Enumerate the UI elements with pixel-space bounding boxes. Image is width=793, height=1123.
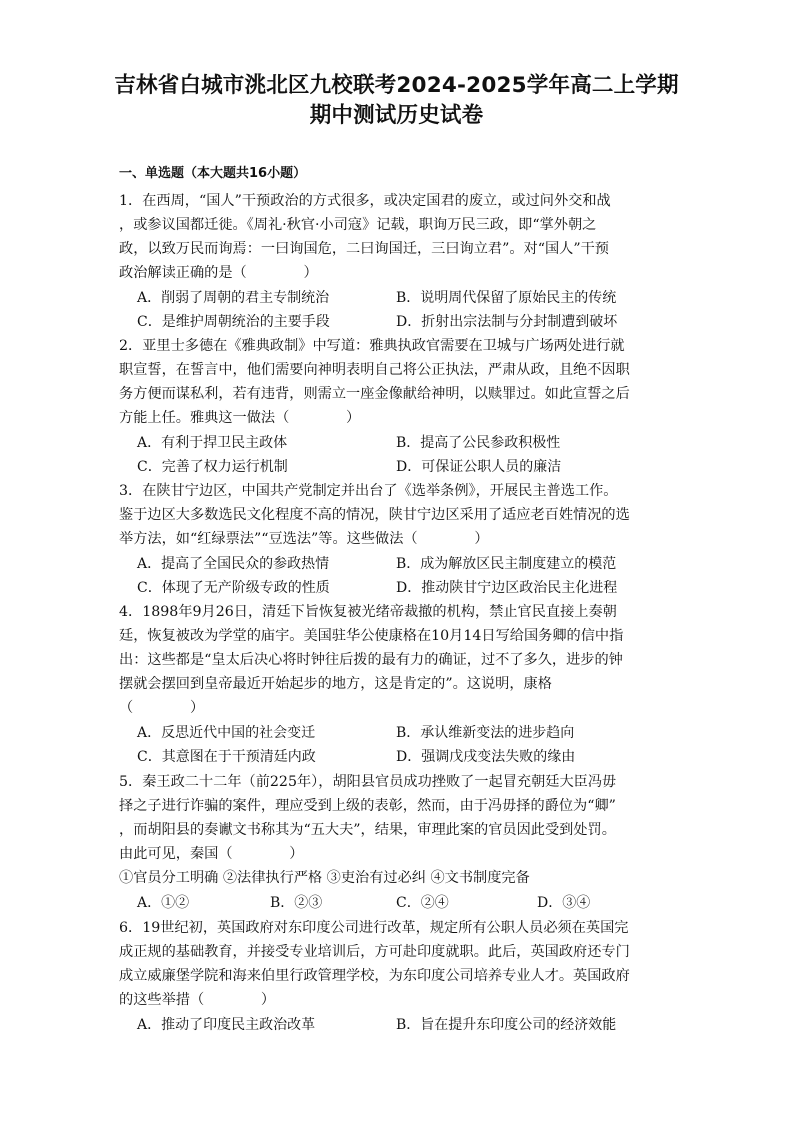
option-c[interactable]: C．②④ [396, 895, 449, 911]
question-text-line: ，而胡阳县的奏谳文书称其为“五大夫”，结果，审理此案的官员因此受到处罚。 [119, 822, 616, 838]
option-a[interactable]: A．提高了全国民众的参政热情 [137, 556, 330, 572]
question-text-line: 方能上任。雅典这一做法（ ） [119, 410, 361, 426]
option-a[interactable]: A．反思近代中国的社会变迁 [137, 725, 316, 741]
question-text-line: 2．亚里士多德在《雅典政制》中写道：雅典执政官需要在卫城与广场两处进行就 [119, 338, 625, 354]
question-text-line: 鉴于边区大多数选民文化程度不高的情况，陕甘宁边区采用了适应老百姓情况的选 [119, 507, 630, 523]
section-heading: 一、单选题（本大题共16小题） [119, 166, 307, 181]
option-a[interactable]: A．有利于捍卫民主政体 [137, 435, 288, 451]
exam-title-line-2: 期中测试历史试卷 [309, 103, 484, 128]
exam-title-line-1: 吉林省白城市洮北区九校联考2024-2025学年高二上学期 [114, 73, 679, 98]
option-c[interactable]: C．完善了权力运行机制 [137, 459, 288, 475]
question-text-line: 的这些举措（ ） [119, 992, 276, 1008]
option-d[interactable]: D．③④ [537, 895, 591, 911]
option-a[interactable]: A．削弱了周朝的君主专制统治 [137, 290, 330, 306]
option-c[interactable]: C．其意图在于干预清廷内政 [137, 749, 316, 765]
option-b[interactable]: B．说明周代保留了原始民主的传统 [396, 290, 617, 306]
option-a[interactable]: A．①② [137, 895, 190, 911]
question-text-line: ，或参议国都迁徙。《周礼·秋官·小司寇》记载，职询万民三政，即“掌外朝之 [119, 217, 597, 233]
option-b[interactable]: B．承认维新变法的进步趋向 [396, 725, 575, 741]
option-d[interactable]: D．推动陕甘宁边区政治民主化进程 [396, 580, 618, 596]
question-text-line: 1．在西周，“国人”干预政治的方式很多，或决定国君的废立，或过问外交和战 [119, 193, 611, 209]
question-text-line: 由此可见，秦国（ ） [119, 846, 304, 862]
option-b[interactable]: B．成为解放区民主制度建立的模范 [396, 556, 617, 572]
option-c[interactable]: C．是维护周朝统治的主要手段 [137, 314, 330, 330]
statement-list: ①官员分工明确 ②法律执行严格 ③吏治有过必纠 ④文书制度完备 [119, 870, 530, 886]
option-b[interactable]: B．旨在提升东印度公司的经济效能 [396, 1017, 617, 1033]
question-text-line: 政治解读正确的是（ ） [119, 265, 318, 281]
option-b[interactable]: B．提高了公民参政积极性 [396, 435, 561, 451]
option-d[interactable]: D．折射出宗法制与分封制遭到破坏 [396, 314, 618, 330]
question-text-line: 择之子进行诈骗的案件，理应受到上级的表彰，然而，由于冯毋择的爵位为“卿” [119, 798, 616, 814]
question-text-line: （ ） [119, 700, 205, 716]
question-text-line: 成正规的基础教育，并接受专业培训后，方可赴印度就职。此后，英国政府还专门 [119, 944, 630, 960]
option-d[interactable]: D．强调戊戌变法失败的缘由 [396, 749, 576, 765]
question-text-line: 成立威廉堡学院和海来伯里行政管理学校，为东印度公司培养专业人才。英国政府 [119, 968, 630, 984]
question-text-line: 务方便而谋私利，若有违背，则需立一座金像献给神明，以赎罪过。如此宣誓之后 [119, 386, 630, 402]
question-text-line: 出：这些都是“皇太后决心将时钟往后拨的最有力的确证，过不了多久，进步的钟 [119, 652, 623, 668]
question-text-line: 举方法，如“红绿票法”“豆选法”等。这些做法（ ） [119, 531, 489, 547]
question-text-line: 3．在陕甘宁边区，中国共产党制定并出台了《选举条例》，开展民主普选工作。 [119, 483, 618, 499]
question-text-line: 摆就会摆回到皇帝最近开始起步的地方，这是肯定的”。这说明，康格 [119, 676, 552, 692]
question-text-line: 职宣誓，在誓言中，他们需要向神明表明自己将公正执法，严肃从政，且绝不因职 [119, 362, 630, 378]
option-a[interactable]: A．推动了印度民主政治改革 [137, 1017, 316, 1033]
question-text-line: 5．秦王政二十二年（前225年），胡阳县官员成功挫败了一起冒充朝廷大臣冯毋 [119, 774, 617, 790]
question-text-line: 廷，恢复被改为学堂的庙宇。美国驻华公使康格在10月14日写给国务卿的信中指 [119, 628, 624, 644]
option-b[interactable]: B．②③ [270, 895, 323, 911]
question-text-line: 政，以致万民而询焉：一曰询国危，二曰询国迁，三曰询立君”。对“国人”干预 [119, 241, 609, 257]
option-d[interactable]: D．可保证公职人员的廉洁 [396, 459, 562, 475]
option-c[interactable]: C．体现了无产阶级专政的性质 [137, 580, 330, 596]
question-text-line: 6．19世纪初，英国政府对东印度公司进行改革，规定所有公职人员必须在英国完 [119, 920, 629, 936]
question-text-line: 4．1898年9月26日，清廷下旨恢复被光绪帝裁撤的机构，禁止官民直接上奏朝 [119, 604, 617, 620]
